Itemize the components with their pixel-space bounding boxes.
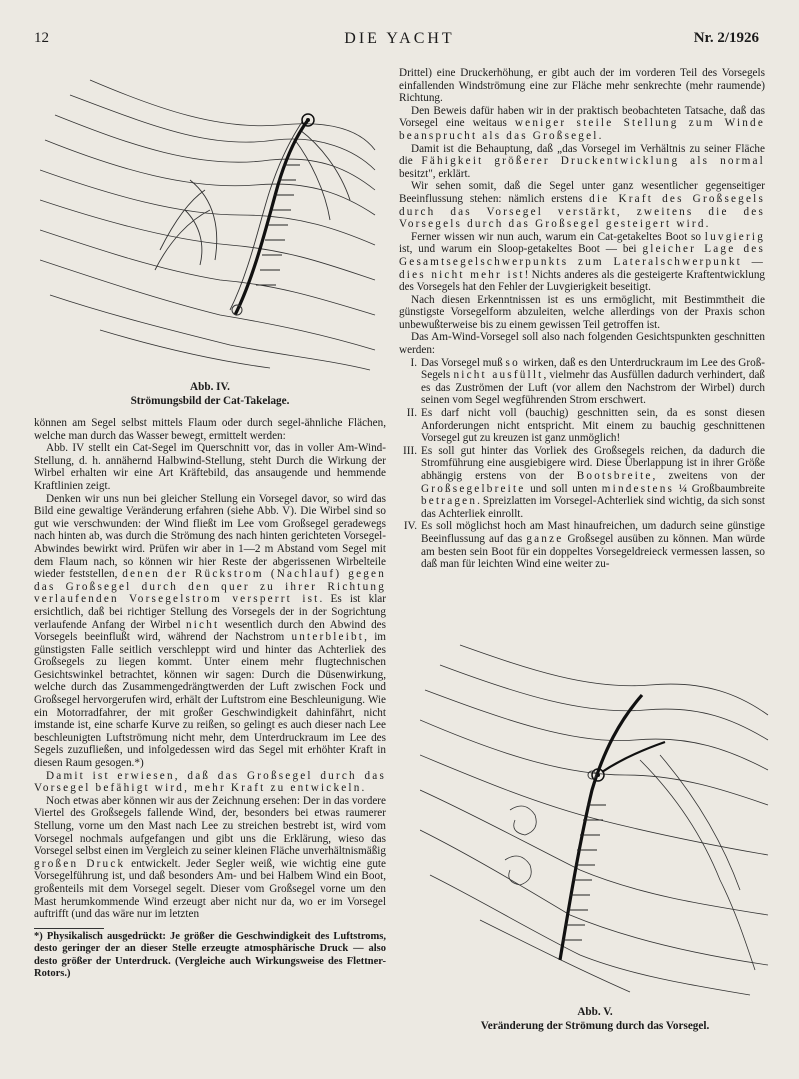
figure-v-label: Abb. V.: [577, 1006, 613, 1018]
figure-iv-label: Abb. IV.: [190, 381, 230, 393]
figure-v-flow-diagram: [420, 640, 770, 1000]
paragraph: Den Beweis dafür haben wir in der praktisch beobachteten Tatsache, daß das Vorsegel eine weitaus weniger steile Stellung zum Winde beansprucht als das Großsegel.: [399, 104, 766, 142]
paragraph: Nach diesen Erkenntnissen ist es uns ermöglicht, mit Bestimmtheit die günstigste Vorsegelform abzuleiten, welche allerdings von der Praxis schon unbewußterweise bis zu einem gewissen Teil getroffen ist.: [399, 293, 765, 331]
running-header: [0, 30, 799, 54]
paragraph: Abb. IV stellt ein Cat-Segel im Querschnitt vor, das in voller Am-Wind-Stellung, d. h. annähernd Halbwind-Stellung, steht Durch die Wirkung der Wirbel erhalten wir eine Art Kräftebild, das ansaugende und hemmende Kraftlinien zeigt.: [34, 442, 386, 492]
figure-v-title: Veränderung der Strömung durch das Vorsegel.: [480, 1020, 710, 1032]
footnote: *) Physikalisch ausgedrückt: Je größer die Geschwindigkeit des Luftstroms, desto geringer der an dieser Stelle erzeugte atmosphärische Druck — also desto größer der Unterdruck. (Vergleiche auch Wirkungsweise des Flettner-Rotors.): [34, 931, 386, 980]
issue-number: Nr. 2/1926: [693, 30, 759, 46]
paragraph: Drittel) eine Druckerhöhung, er gibt auch der im vorderen Teil des Vorsegels einfallenden Windströmung eine zur Fläche mehr senkrechte (mehr raumende) Richtung.: [399, 67, 765, 105]
list-item: I. Das Vorsegel muß so wirken, daß es den Unterdruckraum im Lee des Groß-Segels nicht ausfüllt, vielmehr das Ausfüllen dadurch verhindert, daß es das Zuströmen der Luft (vor allem den Nachstrom der Wirbel) durch seinen vom Segel wegführenden Strom erschwert.: [410, 356, 766, 407]
paragraph: Denken wir uns nun bei gleicher Stellung ein Vorsegel davor, so wird das Bild eine gewaltige Veränderung erfahren (siehe Abb. V). Die Wirbel sind so gut wie verschwunden: der Wind fließt im Lee vom Großsegel geradewegs nach hinten ab, was durch die Strömung des nach hinten gerichteten Vorsegel-Abwindes bewirkt wird. Prüfen wir aber in 1—2 m Abstand vom Segel mit dem Flaum nach, so können wir hier Reste der abgerissenen Wirbelteile wieder feststellen, denen der Rückstrom (Nachlauf) gegen das Großsegel durch den quer zu ihrer Richtung verlaufenden Vorsegelstrom versperrt ist. Es ist klar ersichtlich, daß bei richtiger Stellung des Vorsegels der in der Sogrichtung verlaufende Anfang der Wirbel nicht wesentlich durch den Abwind des Vorsegels beeinflußt wird, während der Nachstrom unterbleibt, im günstigsten Falle seitlich verschleppt wird und hinter das Achterliek des Großsegels zu liegen kommt. Unter einem mehr flugtechnischen Gesichtswinkel betrachtet, können wir sagen: Durch die Düsenwirkung, welche durch das Zusammengedrängtwerden der Luft zwischen Fock und Großsegel hervorgerufen wird, erhält der Luftstrom eine Beschleunigung. Wie ein Motorradfahrer, der mit großer Geschwindigkeit dahinfährt, nicht imstande ist, eine scharfe Kurve zu reißen, so gelingt es auch dieser nach Lee beschleunigten Luftströmung nicht mehr, dem Unterdruckraum im Lee des Segels zuzufließen, und infolgedessen wird das Segel mit erhöhter Kraft in diesen Raum gesogen.*): [34, 492, 386, 770]
list-item: III. Es soll gut hinter das Vorliek des Großsegels reichen, da dadurch die Stromführung eine ausgiebigere wird. Diese Überlappung ist in ihrer Größe abhängig erstens von der Bootsbreite, zweitens von der Großsegelbreite und soll unten mindestens ¼ Großbaumbreite betragen. Spreizlatten im Vorsegel-Achterliek sind wichtig, da sich sonst das Achterliek einrollt.: [403, 444, 766, 520]
figure-iv-caption: [40, 380, 380, 408]
magazine-title: DIE YACHT: [344, 30, 455, 47]
figure-v-caption: [420, 1005, 770, 1033]
right-column: [399, 67, 765, 571]
paragraph: Das Am-Wind-Vorsegel soll also nach folgenden Gesichtspunkten geschnitten werden:: [399, 331, 765, 357]
paragraph: Wir sehen somit, daß die Segel unter ganz wesentlicher gegenseitiger Beeinflussung stehen: nämlich erstens die Kraft des Großsegels durch das Vorsegel verstärkt, zweitens die des Vorsegels durch das Großsegel gesteigert wird.: [399, 180, 766, 231]
figure-iv-flow-diagram: [40, 70, 380, 375]
paragraph: Damit ist die Behauptung, daß „das Vorsegel im Verhältnis zu seiner Fläche die Fähigkeit größerer Druckentwicklung als normal besitzt", erklärt.: [399, 142, 765, 180]
page-number: 12: [34, 30, 49, 46]
footnote-rule: [34, 928, 104, 929]
requirements-list: [399, 357, 765, 571]
figure-iv-title: Strömungsbild der Cat-Takelage.: [130, 395, 290, 407]
left-column: [34, 417, 386, 921]
paragraph: können am Segel selbst mittels Flaum oder durch segel-ähnliche Flächen, welche man durch das Wasser bewegt, ermittelt werden:: [34, 417, 386, 442]
paragraph: Ferner wissen wir nun auch, warum ein Cat-getakeltes Boot so luvgierig ist, und warum ein Sloop-getakeltes Boot — bei gleicher Lage des Gesamtsegelschwerpunkts zum Lateralschwerpunkt — dies nicht mehr ist! Nichts anderes als die gesteigerte Kraftentwicklung des Vorsegels hat den Fehler der Luvgierigkeit beseitigt.: [399, 230, 766, 294]
paragraph: Noch etwas aber können wir aus der Zeichnung ersehen: Der in das vordere Viertel des Großsegels fallende Wind, der, besonders bei etwas raumerer Stellung, vorne um den Mast nach Lee zu streichen bestrebt ist, wird vom Vorsegel nochmals aufgefangen und gibt uns die Erklärung, wieso das Vorsegel selbst einen im Vergleich zu seiner kleinen Fläche unverhältnismäßig großen Druck entwickelt. Jeder Segler weiß, wie wichtig eine gute Vorsegelführung ist, und daß besonders Am- und bei Halbem Wind ein Boot, großenteils mit dem Vorsegel segelt. Dieser vom Großsegel vorne um den Mast herumkommende Wind erzeugt aber nicht nur da, wo er im Vorsegel auftrifft (und das wäre nur im letzten: [34, 794, 386, 921]
list-item: IV. Es soll möglichst hoch am Mast hinaufreichen, um dadurch seine günstige Beeinflussung auf das ganze Großsegel ausüben zu können. Man würde am besten sein Boot für ein doppeltes Vorsegeldreieck vermessen lassen, so daß man für leichten Wind eine weiter zu-: [403, 520, 765, 571]
paragraph: Damit ist erwiesen, daß das Großsegel durch das Vorsegel befähigt wird, mehr Kraft zu entwickeln.: [34, 769, 386, 795]
list-item: II. Es darf nicht voll (bauchig) geschnitten sein, da es sonst diesen Anforderungen nicht entspricht. Mit einem zu bauchig geschnittenen Vorsegel gut zu kreuzen ist ganz unmöglich!: [406, 407, 765, 445]
